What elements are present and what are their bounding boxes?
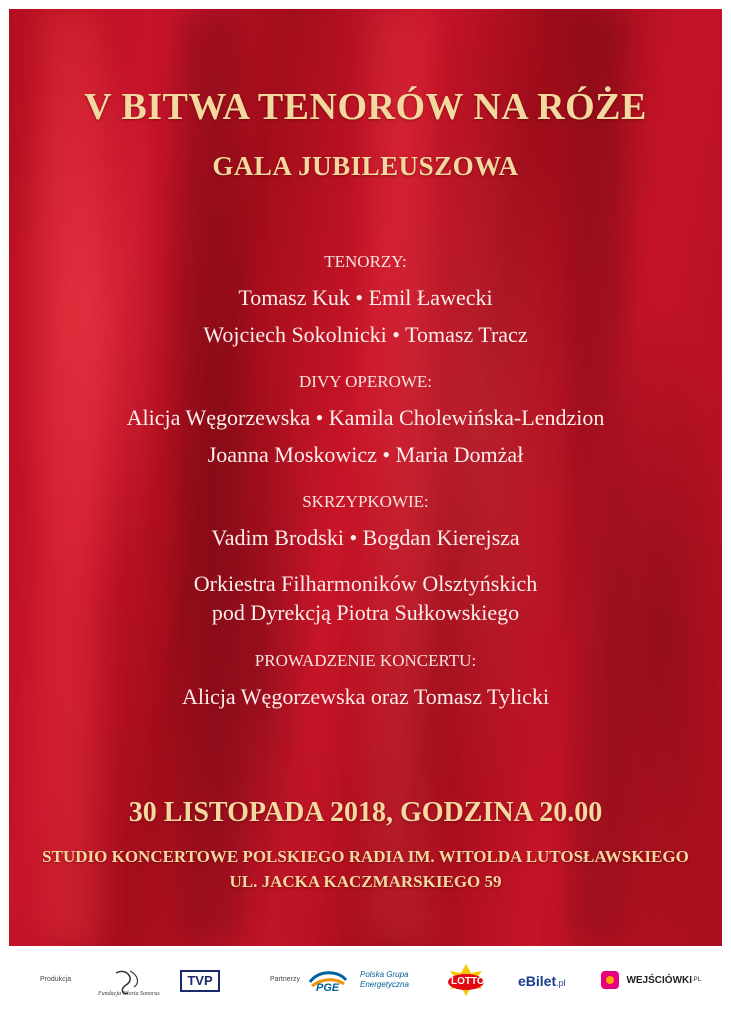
lotto-logo [442, 963, 490, 997]
orchestra-line: Orkiestra Filharmoników Olsztyńskich [193, 571, 538, 596]
pge-name-line2: Energetyczna [360, 980, 409, 989]
partners-label: Partnerzy [270, 976, 300, 983]
lotto-logo-text: LOTTO [451, 976, 485, 987]
section-heading-hosts: PROWADZENIE KONCERTU: [254, 651, 477, 670]
section-heading-divas: DIVY OPEROWE: [299, 372, 432, 391]
production-label: Produkcja [40, 976, 72, 983]
pge-name-line1: Polska Grupa [360, 970, 409, 979]
footer-logos [0, 955, 731, 1024]
wejsciowki-logo-suffix: .PL [692, 977, 702, 983]
performer-line: Joanna Moskowicz • Maria Domżał [207, 442, 524, 467]
production-logo-text: Fundacja Gloria Sonorus [98, 991, 160, 997]
host-line: Alicja Węgorzewska oraz Tomasz Tylicki [181, 684, 550, 709]
section-heading-violinists: SKRZYPKOWIE: [302, 492, 429, 511]
poster-title: V BITWA TENORÓW NA RÓŻE [84, 86, 647, 128]
pge-logo [308, 968, 428, 996]
ebilet-logo [518, 973, 566, 989]
performer-line: Alicja Węgorzewska • Kamila Cholewińska-Lendzion [126, 405, 605, 430]
pge-logo-text: PGE [316, 982, 340, 994]
performer-line: Vadim Brodski • Bogdan Kierejsza [211, 525, 520, 550]
wejsciowki-logo-text: WEJŚCIÓWKI [626, 974, 693, 986]
tvp-logo: TVP [180, 970, 220, 992]
ebilet-logo-suffix: .pl [556, 978, 566, 988]
orchestra-line: pod Dyrekcją Piotra Sułkowskiego [211, 600, 520, 625]
venue-address: UL. JACKA KACZMARSKIEGO 59 [229, 872, 502, 891]
poster [9, 9, 722, 946]
performer-line: Tomasz Kuk • Emil Ławecki [238, 285, 493, 310]
gloria-sonorus-icon [96, 965, 166, 1005]
production-logo [96, 965, 166, 1005]
wejsciowki-logo [600, 970, 701, 994]
section-heading-tenors: TENORZY: [324, 252, 407, 271]
ebilet-logo-text: eBilet [518, 973, 557, 989]
event-date: 30 LISTOPADA 2018, GODZINA 20.00 [128, 797, 603, 828]
performer-line: Wojciech Sokolnicki • Tomasz Tracz [203, 322, 528, 347]
venue-name: STUDIO KONCERTOWE POLSKIEGO RADIA IM. WITOLDA LUTOSŁAWSKIEGO [42, 847, 689, 866]
ticket-icon [600, 970, 620, 990]
poster-subtitle: GALA JUBILEUSZOWA [212, 151, 519, 181]
